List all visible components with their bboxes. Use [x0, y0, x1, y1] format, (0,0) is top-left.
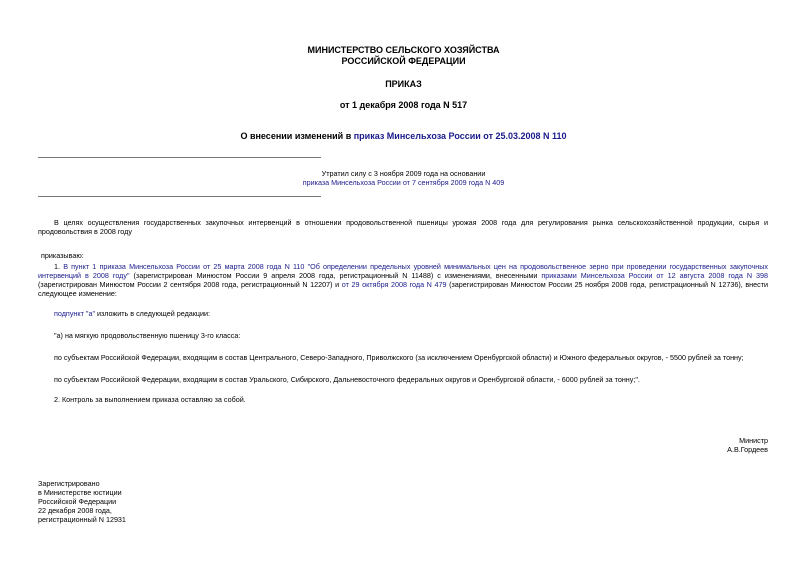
item-1-link-order-479[interactable]: от 29 октября 2008 года N 479: [341, 280, 447, 289]
signature: [600, 436, 768, 454]
ministry-line-1: МИНИСТЕРСТВО СЕЛЬСКОГО ХОЗЯЙСТВА: [307, 45, 500, 55]
doc-title-prefix: О внесении изменений в: [240, 131, 354, 141]
ministry-line-2: РОССИЙСКОЙ ФЕДЕРАЦИИ: [341, 56, 466, 66]
item-1-link-order-110[interactable]: В пункт 1 приказа Минсельхоза России от 25 марта 2008 года N 110 "Об определении предельных уровней минимальных цен на продовольственное зерно при проведении государственных закупочных интервенций в 2008 году": [38, 262, 769, 280]
ministry-name: [0, 45, 807, 67]
signature-name: А.В.Гордеев: [727, 445, 768, 454]
subpoint-rest: изложить в следующей редакции:: [95, 309, 211, 318]
doc-title-link[interactable]: приказ Минсельхоза России от 25.03.2008 N 110: [353, 131, 567, 141]
item-1-text-c: (зарегистрирован Минюстом России 2 сентября 2008 года, регистрационный N 12207) и: [38, 280, 342, 289]
item-1-link-order-398[interactable]: приказами Минсельхоза России от 12 августа 2008 года N 398: [541, 271, 769, 280]
quote-b: по субъектам Российской Федерации, входящим в состав Центрального, Северо-Западного, Приволжского (за исключением Оренбургской области) и Южного федеральных округов, - 5500 рублей за тонну;: [54, 353, 744, 362]
order-word: приказываю:: [41, 251, 84, 260]
quote-a: "а) на мягкую продовольственную пшеницу 3-го класса:: [54, 331, 241, 340]
doc-date: от 1 декабря 2008 года N 517: [339, 100, 468, 110]
registration-block: [38, 479, 126, 524]
subpoint-link[interactable]: подпункт "а": [54, 309, 95, 318]
item-1-text-d: (зарегистрирован Минюстом России 25 ноября 2008 года, регистрационный N 12736), внести следующее изменение:: [38, 280, 769, 298]
status-note: [0, 169, 807, 187]
divider-bottom: [38, 196, 321, 197]
status-note-line-1: Утратил силу с 3 ноября 2009 года на основании: [321, 169, 486, 178]
registration-line-1: Зарегистрировано: [38, 479, 100, 488]
signature-role: Министр: [739, 436, 768, 445]
registration-line-4: 22 декабря 2008 года,: [38, 506, 112, 515]
registration-line-2: в Министерстве юстиции: [38, 488, 122, 497]
registration-line-3: Российской Федерации: [38, 497, 117, 506]
doc-type: ПРИКАЗ: [385, 79, 422, 89]
item-1: [38, 262, 768, 298]
divider-top: [38, 157, 321, 158]
doc-title: [0, 131, 807, 142]
quote-c: по субъектам Российской Федерации, входящим в состав Уральского, Сибирского, Дальневосточного федеральных округов и Оренбургской области, - 6000 рублей за тонну;".: [54, 375, 640, 384]
item-1-number: 1.: [54, 262, 64, 271]
status-note-link[interactable]: приказа Минсельхоза России от 7 сентября 2009 года N 409: [302, 178, 505, 187]
item-1-text-b: (зарегистрирован Минюстом России 9 апреля 2008 года, регистрационный N 11488) с изменениями, внесенными: [129, 271, 542, 280]
item-2: 2. Контроль за выполнением приказа оставляю за собой.: [54, 395, 246, 404]
preamble: В целях осуществления государственных закупочных интервенций в отношении продовольственной пшеницы урожая 2008 года для регулирования рынка сельскохозяйственной продукции, сырья и продовольствия в 2008 году: [38, 218, 768, 236]
subpoint-instruction: [54, 309, 210, 318]
registration-line-5: регистрационный N 12931: [38, 515, 126, 524]
